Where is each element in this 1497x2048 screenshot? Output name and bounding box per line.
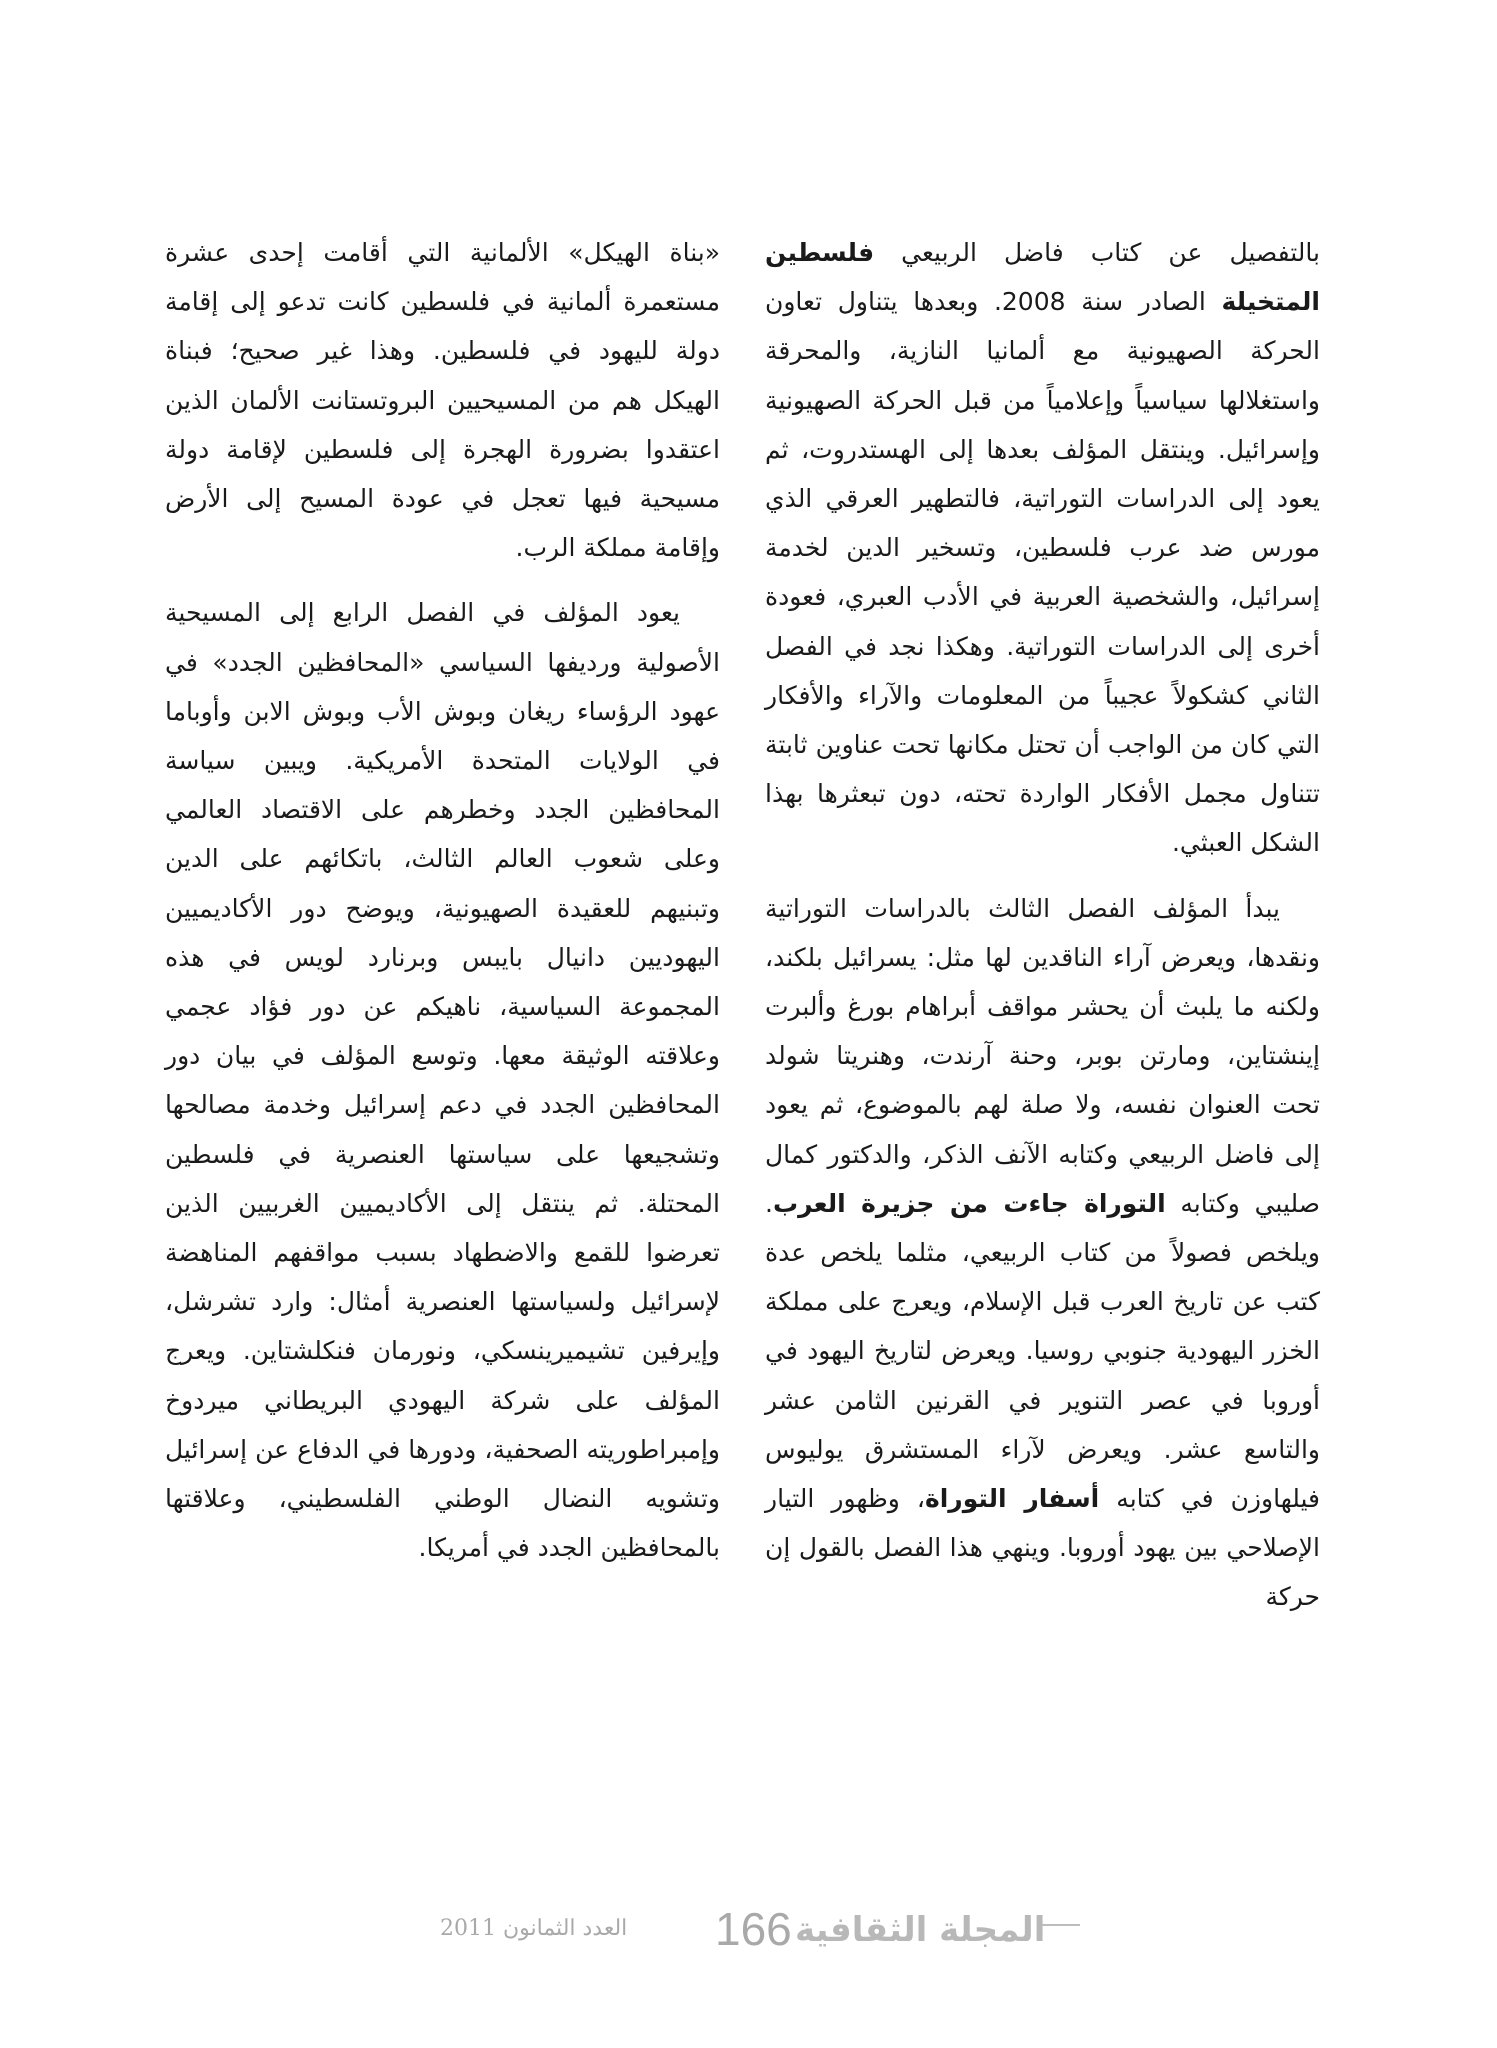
paragraph xyxy=(165,228,720,572)
paragraph-text: . ويلخص فصولاً من كتاب الربيعي، مثلما يلخص عدة كتب عن تاريخ العرب قبل الإسلام، ويعرج على مملكة الخزر اليهودية جنوبي روسيا. ويعرض لتاريخ اليهود في أوروبا في عصر التنوير في القرنين الثامن عشر والتاسع عشر. ويعرض لآراء المستشرق يوليوس فيلهاوزن في كتابه xyxy=(765,1188,1320,1514)
paragraph-text: ، وظهور التيار الإصلاحي بين يهود أوروبا. وينهي هذا الفصل بالقول إن حركة xyxy=(765,1484,1320,1612)
paragraph xyxy=(165,588,720,1572)
paragraph xyxy=(765,884,1320,1622)
right-column xyxy=(765,228,1320,1636)
page-footer xyxy=(0,1902,1497,1962)
paragraph-text: «بناة الهيكل» الألمانية التي أقامت إحدى عشرة مستعمرة ألمانية في فلسطين كانت تدعو إلى إقامة دولة لليهود في فلسطين. وهذا غير صحيح؛ فبناة الهيكل هم من المسيحيين البروتستانت الألمان الذين اعتقدوا بضرورة الهجرة إلى فلسطين لإقامة دولة مسيحية فيها تعجل في عودة المسيح إلى الأرض وإقامة مملكة الرب. xyxy=(165,238,720,563)
left-column xyxy=(165,228,720,1586)
book-title: التوراة جاءت من جزيرة العرب xyxy=(772,1188,1166,1218)
magazine-brand: المجلة الثقافية xyxy=(795,1910,1046,1950)
footer-rule xyxy=(1040,1924,1080,1926)
paragraph-text: الصادر سنة 2008. وبعدها يتناول تعاون الحركة الصهيونية مع ألمانيا النازية، والمحرقة واستغلالها سياسياً وإعلامياً من قبل الحركة الصهيونية وإسرائيل. وينتقل المؤلف بعدها إلى الهستدروت، ثم يعود إلى الدراسات التوراتية، فالتطهير العرقي الذي مورس ضد عرب فلسطين، وتسخير الدين لخدمة إسرائيل، والشخصية العربية في الأدب العبري، فعودة أخرى إلى الدراسات التوراتية. وهكذا نجد في الفصل الثاني كشكولاً عجيباً من المعلومات والآراء والأفكار التي كان من الواجب أن تحتل مكانها تحت عناوين ثابتة تتناول مجمل الأفكار الواردة تحته، دون تبعثرها بهذا الشكل العبثي. xyxy=(765,287,1320,858)
page-number: 166 xyxy=(715,1903,792,1955)
book-title: أسفار التوراة xyxy=(924,1484,1100,1514)
paragraph xyxy=(765,228,1320,868)
paragraph-text: يبدأ المؤلف الفصل الثالث بالدراسات التوراتية ونقدها، ويعرض آراء الناقدين لها مثل: يسرائيل بلكند، ولكنه ما يلبث أن يحشر مواقف أبراهام بورغ وألبرت إينشتاين، ومارتن بوبر، وحنة آرندت، وهنريتا شولد تحت العنوان نفسه، ولا صلة لهم بالموضوع، ثم يعود إلى فاضل الربيعي وكتابه الآنف الذكر، والدكتور كمال صليبي وكتابه xyxy=(765,893,1320,1218)
issue-label: العدد الثمانون 2011 xyxy=(440,1916,628,1941)
book-title: فلسطين المتخيلة xyxy=(765,238,1320,317)
paragraph-text: بالتفصيل عن كتاب فاضل الربيعي xyxy=(874,238,1320,267)
paragraph-text: يعود المؤلف في الفصل الرابع إلى المسيحية الأصولية ورديفها السياسي «المحافظين الجدد» في عهود الرؤساء ريغان وبوش الأب وبوش الابن وأوباما في الولايات المتحدة الأمريكية. ويبين سياسة المحافظين الجدد وخطرهم على الاقتصاد العالمي وعلى شعوب العالم الثالث، باتكائهم على الدين وتبنيهم للعقيدة الصهيونية، ويوضح دور الأكاديميين اليهوديين دانيال بايبس وبرنارد لويس في هذه المجموعة السياسية، ناهيكم عن دور فؤاد عجمي وعلاقته الوثيقة معها. وتوسع المؤلف في بيان دور المحافظين الجدد في دعم إسرائيل وخدمة مصالحها وتشجيعها على سياستها العنصرية في فلسطين المحتلة. ثم ينتقل إلى الأكاديميين الغربيين الذين تعرضوا للقمع والاضطهاد بسبب مواقفهم المناهضة لإسرائيل ولسياستها العنصرية أمثال: وارد تشرشل، وإيرفين تشيميرينسكي، ونورمان فنكلشتاين. ويعرج المؤلف على شركة اليهودي البريطاني ميردوخ وإمبراطوريته الصحفية، ودورها في الدفاع عن إسرائيل وتشويه النضال الوطني الفلسطيني، وعلاقتها بالمحافظين الجدد في أمريكا. xyxy=(165,598,720,1563)
